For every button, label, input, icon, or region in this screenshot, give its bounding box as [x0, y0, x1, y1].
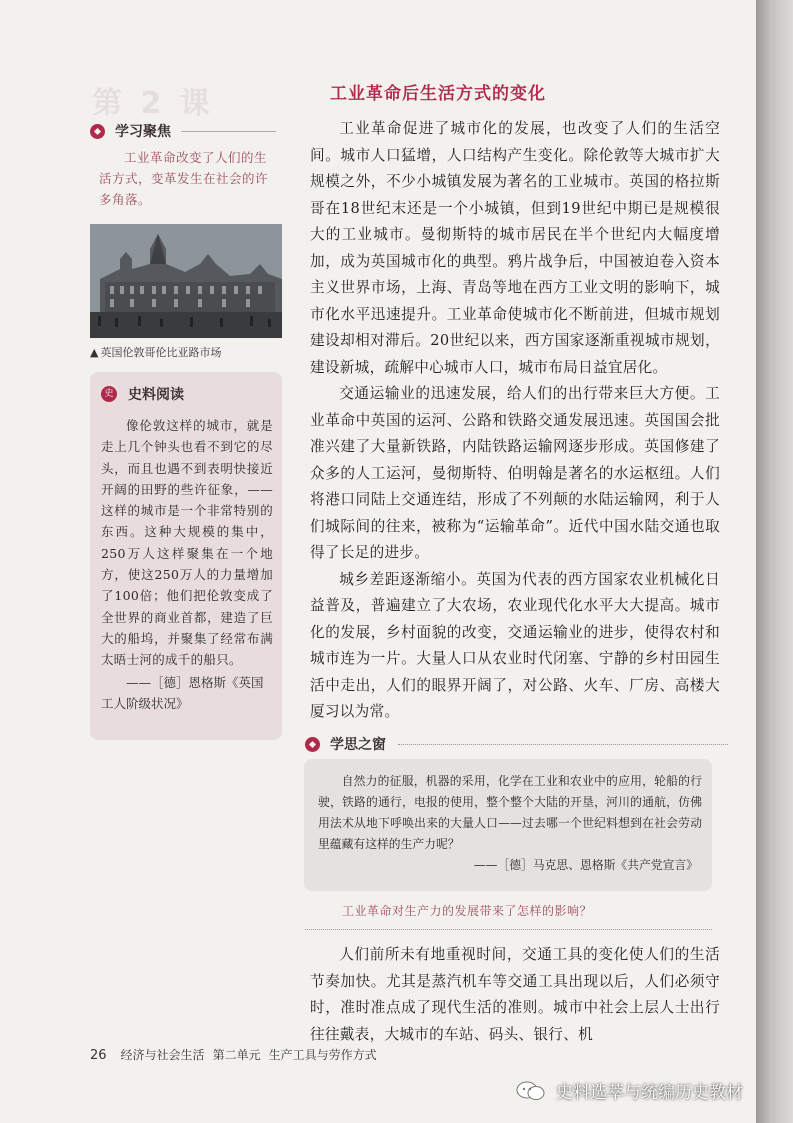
learning-focus-label: 学习聚焦 — [115, 124, 171, 140]
paragraph-transport: 交通运输业的迅速发展，给人们的出行带来巨大方便。工业革命中英国的运河、公路和铁路交通发展迅速。英国国会批准兴建了大量新铁路，内陆铁路运输网逐步形成。英国修建了众多的人工运河，曼彻斯特、伯明翰是著名的水运枢纽。人们将港口同陆上交通连结，形成了不列颠的水陆运输网，利于人们城际间的往来，被称为“运输革命”。近代中国水陆交通也取得了长足的进步。 — [310, 385, 720, 561]
thinking-window-heading — [305, 734, 728, 754]
discussion-question: 工业革命对生产力的发展带来了怎样的影响？ — [342, 904, 593, 918]
paragraph-time: 人们前所未有地重视时间，交通工具的变化使人们的生活节奏加快。尤其是蒸汽机车等交通工具出现以后，人们必须守时，准时准点成了现代生活的准则。城市中社会上层人士出行往往戴表，大城市的车站、码头、银行、机 — [310, 946, 720, 1043]
photo-caption — [90, 344, 221, 360]
quote-text: 自然力的征服，机器的采用，化学在工业和农业中的应用，轮船的行驶，铁路的通行，电报的使用，整个整个大陆的开垦，河川的通航，仿佛用法术从地下呼唤出来的大量人口——过去哪一个世纪料想到在社会劳动里蕴藏有这样的生产力呢？ — [318, 774, 702, 851]
source-reading-icon: 史 — [101, 386, 117, 402]
page-title: 工业革命后生活方式的变化 — [330, 84, 546, 104]
diamond-bullet-icon — [90, 124, 105, 139]
source-reading-text: 像伦敦这样的城市，就是走上几个钟头也看不到它的尽头，而且也遇不到表明快接近开阔的田野的些许征象，——这样的城市是一个非常特别的东西。这种大规模的集中，250万人这样聚集在一个地方，使这250万人的力量增加了100倍；他们把伦敦变成了全世界的商业首都，建造了巨大的船坞，并聚集了经常布满太晤士河的成千的船只。 — [101, 418, 273, 668]
unit-number: 第二单元 — [212, 1048, 261, 1062]
triangle-marker-icon: ▲ — [90, 346, 99, 359]
quote-box — [304, 759, 712, 891]
market-photo — [90, 224, 282, 338]
book-spine — [756, 0, 793, 1123]
page-number: 26 — [90, 1048, 107, 1063]
lesson-ghost-heading: 第 2 课 — [92, 86, 214, 121]
divider — [181, 131, 276, 132]
learning-focus-heading — [90, 121, 276, 141]
paragraph-urban-rural: 城乡差距逐渐缩小。英国为代表的西方国家农业机械化日益普及，普遍建立了大农场，农业现代化水平大大提高。城市化的发展，乡村面貌的改变，交通运输业的进步，使得农村和城市连为一片。大量人口从农业时代闭塞、宁静的乡村田园生活中走出，人们的眼界开阔了，对公路、火车、厂房、高楼大厦习以为常。 — [310, 570, 720, 720]
thinking-window-label: 学思之窗 — [330, 737, 386, 753]
page-footer — [90, 1046, 377, 1063]
chat-bubbles-icon — [516, 1080, 546, 1102]
quote-citation: ——［德］马克思、恩格斯《共产党宣言》 — [473, 858, 698, 872]
dotted-divider — [398, 744, 728, 745]
source-reading-box — [90, 372, 282, 740]
watermark-text: 史料选萃与统编历史教材 — [556, 1083, 743, 1103]
photo-caption-text: 英国伦敦哥伦比亚路市场 — [100, 346, 222, 359]
gothic-building-illustration — [90, 224, 282, 338]
diamond-bullet-icon — [305, 737, 320, 752]
paragraph-urbanization: 工业革命促进了城市化的发展，也改变了人们的生活空间。城市人口猛增，人口结构产生变化。除伦敦等大城市扩大规模之外，不少小城镇发展为著名的工业城市。英国的格拉斯哥在18世纪末还是一个小城镇，但到19世纪中期已是规模很大的工业城市。曼彻斯特的城市居民在半个世纪内大幅度增加，成为英国城市化的典型。鸦片战争后，中国被迫卷入资本主义世界市场，上海、青岛等地在西方工业文明的影响下，城市化水平迅速提升。工业革命使城市化不断前进，但城市规划建设却相对滞后。20世纪以来，西方国家逐渐重视城市规划，建设新城，疏解中心城市人口，城市布局日益宜居化。 — [310, 120, 720, 376]
dotted-divider — [305, 929, 712, 930]
source-reading-citation: ——［德］恩格斯《英国工人阶级状况》 — [101, 675, 264, 712]
watermark — [516, 1078, 743, 1103]
main-text — [310, 116, 720, 726]
main-text-continued — [310, 942, 720, 1048]
book-title: 经济与社会生活 — [120, 1048, 205, 1062]
unit-title: 生产工具与劳作方式 — [268, 1048, 377, 1062]
source-reading-heading: 史料阅读 — [128, 387, 184, 403]
learning-focus-text: 工业革命改变了人们的生活方式，变革发生在社会的许多角落。 — [99, 150, 269, 207]
